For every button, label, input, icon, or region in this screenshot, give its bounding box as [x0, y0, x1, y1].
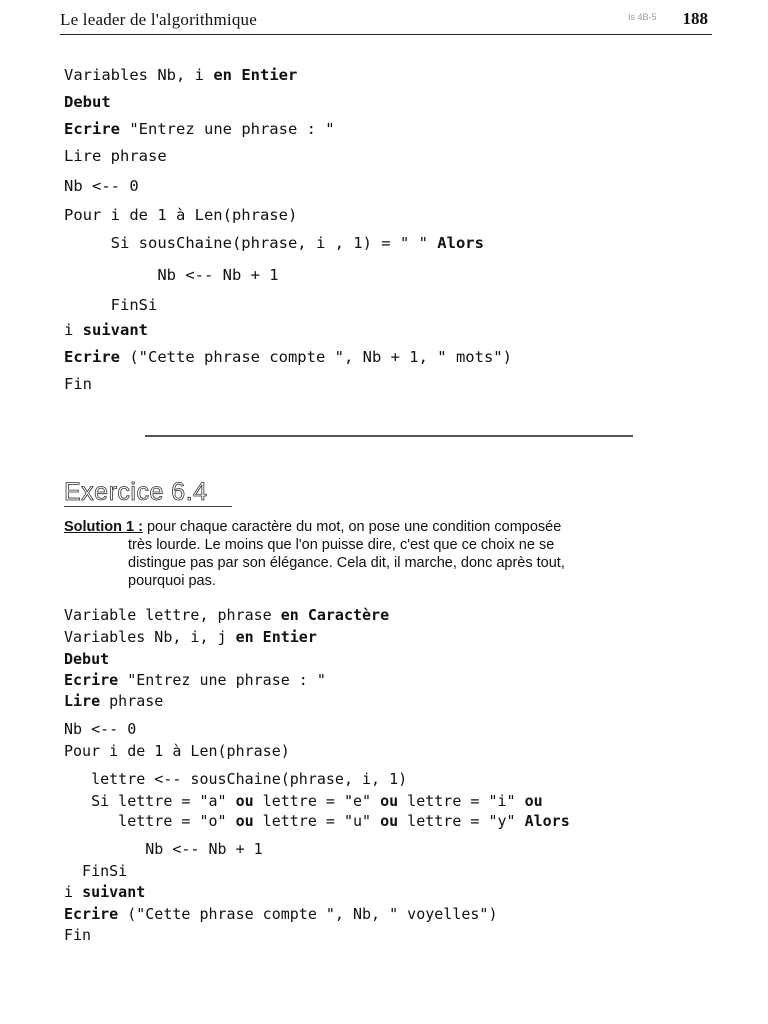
code-line	[64, 840, 263, 858]
code-text: Variables	[64, 628, 146, 646]
code-line	[64, 650, 109, 668]
code-line	[64, 321, 148, 339]
section-divider	[145, 435, 633, 437]
code-text: Nb, i	[148, 66, 214, 84]
code-line	[64, 375, 92, 393]
solution-paragraph	[64, 518, 704, 590]
code-text: lettre = "o"	[64, 812, 236, 830]
code-line	[64, 671, 326, 689]
header-smudge: Is 4B-5	[628, 12, 657, 22]
code-line	[64, 692, 163, 710]
code-line	[64, 296, 157, 314]
code-line	[64, 792, 543, 810]
code-line	[64, 93, 111, 111]
code-keyword: Lire	[64, 692, 101, 710]
code-keyword: Ecrire	[64, 348, 120, 366]
solution-line: pourquoi pas.	[128, 573, 216, 589]
code-keyword: ou	[380, 812, 399, 830]
code-text: i	[64, 883, 83, 901]
code-text: "Entrez une phrase : "	[118, 671, 326, 689]
code-text: i	[64, 321, 83, 339]
code-keyword: suivant	[82, 883, 146, 901]
code-keyword: en Caractère	[280, 606, 390, 624]
code-text: "Entrez une phrase : "	[120, 120, 335, 138]
code-text: FinSi	[64, 296, 158, 314]
code-keyword: Ecrire	[64, 120, 120, 138]
code-text: Pour i de 1 à Len(phrase)	[64, 742, 290, 760]
code-keyword: Ecrire	[64, 671, 119, 689]
code-line	[64, 742, 290, 760]
code-line	[64, 234, 484, 252]
code-keyword: suivant	[82, 321, 148, 339]
code-text: Lire	[64, 147, 102, 165]
code-text: Nb <-- 0	[64, 177, 139, 195]
code-text: lettre = "u"	[253, 812, 381, 830]
solution-line: très lourde. Le moins que l'on puisse dire, c'est que ce choix ne se	[128, 537, 555, 553]
code-line	[64, 720, 136, 738]
code-keyword: ou	[380, 792, 399, 810]
solution-first-line	[64, 518, 704, 536]
code-line	[64, 348, 512, 366]
code-text: phrase	[101, 147, 167, 165]
code-text: Fin	[64, 375, 92, 393]
code-line	[64, 147, 167, 165]
code-keyword: Alors	[524, 812, 570, 830]
code-keyword: Debut	[64, 93, 111, 111]
page-header	[60, 6, 712, 35]
code-keyword: Alors	[437, 234, 484, 252]
code-line	[64, 266, 279, 284]
code-keyword: ou	[235, 812, 254, 830]
code-line	[64, 66, 297, 84]
code-text: lettre = "y"	[398, 812, 525, 830]
code-text: FinSi	[64, 862, 128, 880]
code-keyword: ou	[235, 792, 254, 810]
code-line	[64, 120, 335, 138]
code-text: Si sousChaine(phrase, i , 1) = " "	[64, 234, 438, 252]
solution-line: distingue pas par son élégance. Cela dit, il marche, donc après tout,	[128, 555, 565, 571]
solution-label: Solution 1 :	[64, 519, 143, 535]
code-keyword: ou	[524, 792, 543, 810]
code-keyword: en Entier	[213, 66, 298, 84]
code-text: lettre, phrase	[136, 606, 281, 624]
code-text: Nb <-- Nb + 1	[64, 266, 279, 284]
book-title: Le leader de l'algorithmique	[60, 10, 257, 29]
code-text: phrase	[100, 692, 164, 710]
solution-first-text: pour chaque caractère du mot, on pose une condition composée	[142, 519, 562, 535]
code-line	[64, 926, 91, 944]
code-line	[64, 177, 139, 195]
code-text: Fin	[64, 926, 92, 944]
page-number: 188	[682, 9, 708, 28]
code-text: ("Cette phrase compte ", Nb, " voyelles")	[118, 905, 498, 923]
code-text: Pour i de 1 à Len(phrase)	[64, 206, 298, 224]
code-line	[64, 770, 407, 788]
code-keyword: en Entier	[235, 628, 317, 646]
code-text: lettre = "i"	[398, 792, 525, 810]
code-text: Nb <-- 0	[64, 720, 137, 738]
code-line	[64, 812, 570, 830]
code-text: Si lettre = "a"	[64, 792, 236, 810]
exercise-title: Exercice 6.4	[64, 478, 208, 506]
code-line	[64, 883, 145, 901]
code-text: Variables	[64, 66, 148, 84]
code-text: Nb <-- Nb + 1	[64, 840, 263, 858]
code-line	[64, 206, 297, 224]
code-text: Nb, i, j	[145, 628, 236, 646]
code-line	[64, 628, 317, 646]
code-keyword: Ecrire	[64, 905, 119, 923]
code-text: Variable	[64, 606, 137, 624]
code-line	[64, 862, 127, 880]
code-keyword: Debut	[64, 650, 110, 668]
code-text: ("Cette phrase compte ", Nb + 1, " mots")	[120, 348, 512, 366]
code-line	[64, 905, 497, 923]
code-line	[64, 606, 389, 624]
exercise-title-underline	[64, 506, 232, 507]
code-text: lettre = "e"	[253, 792, 381, 810]
code-text: lettre <-- sousChaine(phrase, i, 1)	[64, 770, 408, 788]
